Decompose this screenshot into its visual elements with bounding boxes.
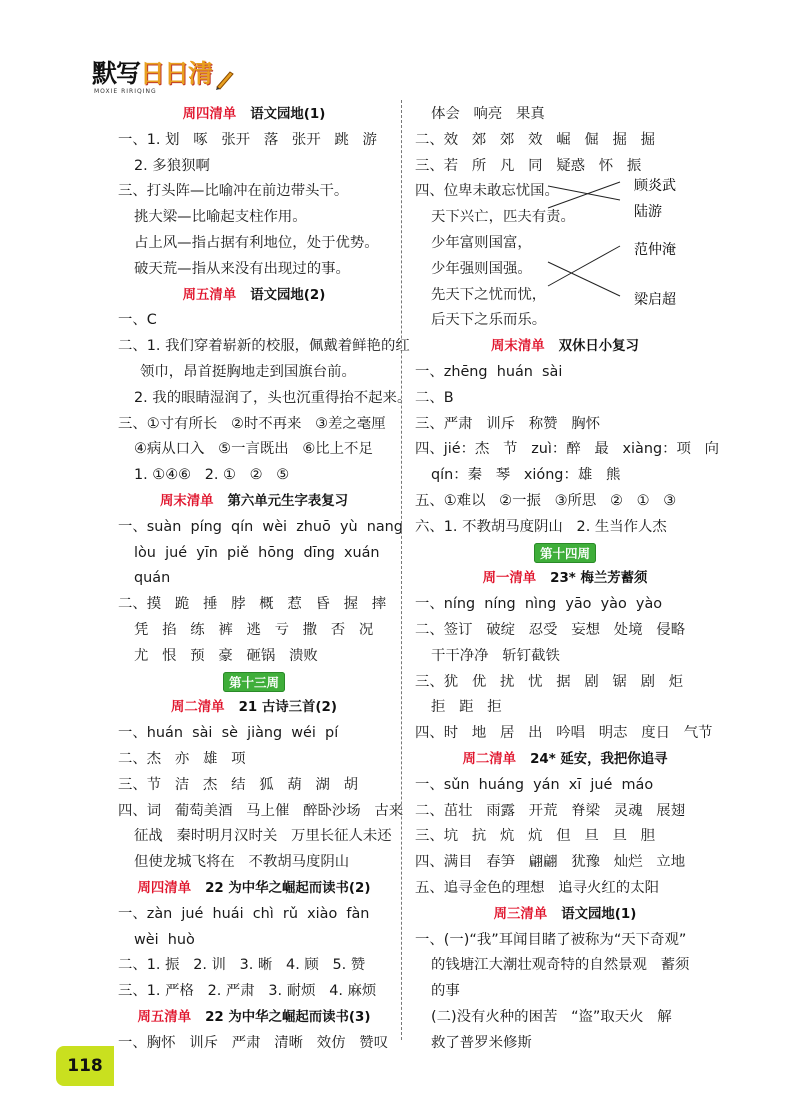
answer-line: 2. 我的眼睛湿润了，头也沉重得抬不起来。 [134,389,412,406]
answer-line: 二、效 郊 郊 效 崛 倔 掘 掘 [415,131,655,148]
answer-line: ④病从口入 ⑤一言既出 ⑥比上不足 [134,441,373,458]
section-title: 22 为中华之崛起而读书(3) [205,1009,371,1025]
section-label: 周二清单 [171,700,225,716]
section-label: 周二清单 [462,751,517,767]
answer-line: 干干净净 斩钉截铁 [431,647,560,664]
section-label: 周四清单 [182,107,237,122]
answer-line: 五、①难以 ②一振 ③所思 ② ① ③ [415,492,677,509]
section-label: 周末清单 [159,493,214,509]
column-divider [401,100,402,1040]
answer-line: 一、1. 划 啄 张开 落 张开 跳 游 [118,131,377,148]
answer-line: 三、坑 抗 炕 炕 但 旦 旦 胆 [415,828,655,845]
match-name-3: 范仲淹 [634,242,676,258]
answer-line: 一、níng níng nìng yāo yào yào [415,596,663,613]
section-title: 第六单元生字表复习 [227,493,349,509]
answer-line: 三、1. 严格 2. 严肃 3. 耐烦 4. 麻烦 [118,983,377,1000]
pen-icon [214,68,236,90]
answer-line: 少年富则国富， [431,234,532,251]
section-title: 24* 延安，我把你追寻 [530,751,668,767]
matching-diagram [540,170,710,320]
section-heading [118,876,390,902]
logo [92,60,236,90]
section-heading [118,283,390,309]
page-number: 118 [56,1046,114,1086]
answer-line: 四、位卑未敢忘忧国。 [415,183,559,200]
answer-line: 三、严肃 训斥 称赞 胸怀 [415,415,601,432]
section-title: 语文园地(2) [250,287,326,303]
answer-line: 四、jié：杰 节 zuì：醉 最 xiàng：项 向 [415,441,720,458]
answer-line: 体会 响亮 果真 [431,106,545,122]
section-heading [415,902,715,928]
answer-line: 六、1. 不教胡马度阴山 2. 生当作人杰 [415,518,667,535]
answer-line: 救了普罗米修斯 [431,1034,532,1051]
answer-line: 拒 距 拒 [431,699,502,716]
section-title: 23* 梅兰芳蓄须 [550,571,648,587]
answer-line: 三、若 所 凡 同 疑惑 怀 振 [415,157,642,174]
match-name-4: 梁启超 [634,292,676,308]
answer-line: 挑大梁—比喻起支柱作用。 [134,209,307,226]
answer-line: 领巾，昂首挺胸地走到国旗台前。 [140,363,356,380]
answer-line: 三、节 洁 杰 结 狐 葫 湖 胡 [118,776,358,793]
answer-line: 三、①寸有所长 ②时不再来 ③差之毫厘 [118,415,386,432]
section-title: 22 为中华之崛起而读书(2) [205,880,371,896]
answer-line: 二、摸 跪 捶 脖 概 惹 昏 握 摔 [118,596,387,613]
week-badge [118,670,390,696]
answer-line: 一、sǔn huáng yán xī jué máo [415,776,654,793]
section-heading [118,489,390,515]
section-label: 周五清单 [137,1009,192,1025]
answer-line: 四、满目 春笋 翩翩 犹豫 灿烂 立地 [415,854,686,871]
answer-line: 三、犹 优 扰 忧 据 剧 锯 剧 炬 [415,673,684,690]
answer-line: qín：秦 琴 xióng：雄 熊 [431,467,621,484]
logo-main-text: 默写 [92,59,141,88]
week-label: 第十三周 [223,672,285,692]
answer-line: 一、zàn jué huái chì rǔ xiào fàn [118,905,370,922]
section-heading [415,334,715,360]
section-heading [118,695,390,721]
section-label: 周五清单 [182,287,237,303]
answer-line: 五、追寻金色的理想 追寻火红的太阳 [415,879,659,896]
answer-line: 少年强则国强。 [431,260,532,277]
left-column [118,102,412,1056]
answer-line: 但使龙城飞将在 不教胡马度阴山 [134,854,350,871]
section-label: 周末清单 [491,339,545,355]
answer-line: 破天荒—指从来没有出现过的事。 [134,260,350,277]
section-title: 语文园地(1) [561,906,637,922]
section-heading [118,102,390,128]
section-label: 周四清单 [137,880,192,896]
logo-subtitle: MOXIE RIRIQING [94,88,157,95]
answer-line: 先天下之忧而忧， [431,286,547,303]
match-name-1: 顾炎武 [634,178,676,194]
answer-line: 四、词 葡萄美酒 马上催 醉卧沙场 古来 [118,802,404,819]
answer-line: 二、1. 振 2. 训 3. 晰 4. 顾 5. 赞 [118,957,366,974]
answer-line: wèi huò [134,931,195,948]
answer-line: 的钱塘江大潮壮观奇特的自然景观 蓄须 [431,957,690,974]
answer-line: 二、1. 我们穿着崭新的校服，佩戴着鲜艳的红 [118,338,410,355]
match-name-2: 陆游 [634,204,662,220]
answer-line: 后天下之乐而乐。 [431,312,547,329]
section-title: 双休日小复习 [558,339,639,355]
answer-line: 的事 [431,983,460,1000]
section-title: 21 古诗三首(2) [238,700,337,716]
answer-line: 一、胸怀 训斥 严肃 清晰 效仿 赞叹 [118,1034,389,1051]
answer-line: 二、茁壮 雨露 开荒 脊梁 灵魂 展翅 [415,802,686,819]
answer-line: 一、huán sài sè jiàng wéi pí [118,725,339,742]
answer-line: 一、zhēng huán sài [415,363,563,380]
answer-line: 四、时 地 居 出 吟唱 明志 度日 气节 [415,725,713,742]
section-heading [118,1005,390,1031]
answer-line: 天下兴亡，匹夫有责。 [431,209,575,226]
logo-accent-text: 日日清 [140,59,213,88]
section-label: 周一清单 [482,571,537,587]
answer-line: 三、打头阵—比喻冲在前边带头干。 [118,183,349,200]
answer-line: 1. ①④⑥ 2. ① ② ⑤ [134,467,290,484]
answer-line: 尤 恨 预 豪 砸锅 溃败 [134,647,318,664]
answer-line: 一、(一)“我”耳闻目睹了被称为“天下奇观” [415,931,687,948]
section-heading [415,566,715,592]
answer-line: 二、B [415,389,454,406]
answer-line: 一、C [118,312,157,329]
answer-line: (二)没有火种的困苦 “盗”取天火 解 [431,1008,672,1025]
section-title: 语文园地(1) [250,107,326,122]
week-label: 第十四周 [534,543,596,563]
answer-line: 二、杰 亦 雄 项 [118,750,246,767]
week-badge [415,541,715,567]
section-label: 周三清单 [493,906,548,922]
section-heading [415,747,715,773]
answer-line: lòu jué yīn piě hōng dīng xuán [134,544,380,561]
answer-line: 一、suàn píng qín wèi zhuō yù nang [118,518,403,535]
answer-line: 征战 秦时明月汉时关 万里长征人未还 [134,828,392,845]
answer-line: 二、签订 破绽 忍受 妄想 处境 侵略 [415,621,686,638]
answer-line: 凭 掐 练 裤 逃 亏 撒 否 况 [134,621,374,638]
answer-line: quán [134,570,171,587]
answer-line: 占上风—指占据有利地位，处于优势。 [134,234,379,251]
answer-line: 2. 多狼狈啊 [134,157,210,174]
